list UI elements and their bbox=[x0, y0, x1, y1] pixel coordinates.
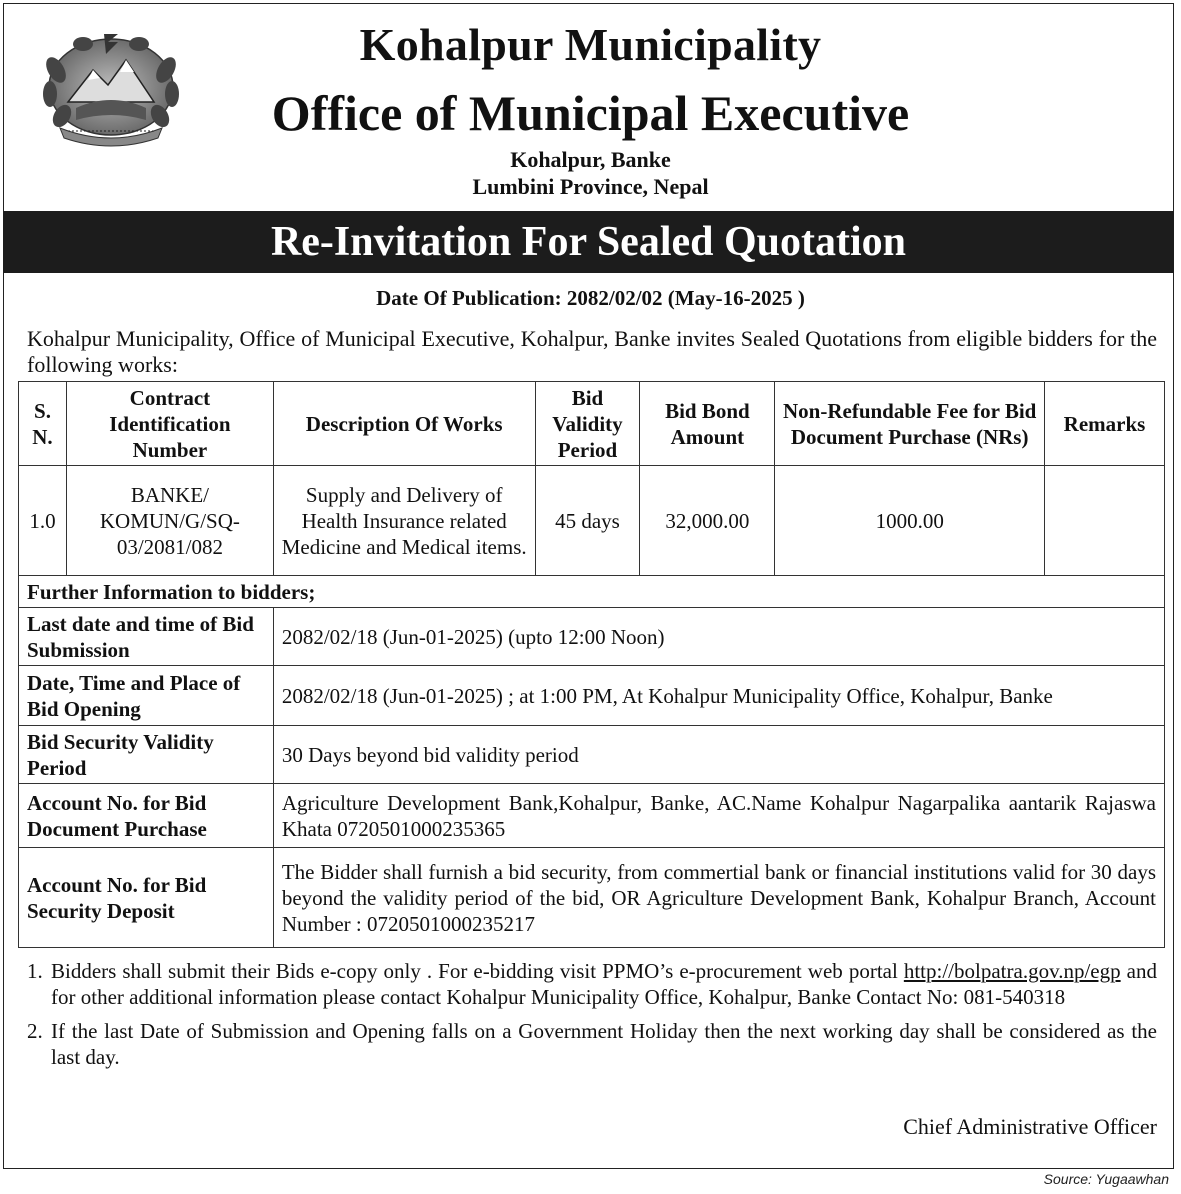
note-text: Bidders shall submit their Bids e-copy only . For e-bidding visit PPMO’s e-procurement web portal bbox=[51, 959, 904, 983]
info-row bbox=[19, 666, 1165, 726]
cell-description: Supply and Delivery of Health Insurance related Medicine and Medical items. bbox=[273, 466, 535, 576]
header-validity: Bid Validity Period bbox=[535, 382, 640, 466]
info-label: Account No. for Bid Document Purchase bbox=[19, 784, 274, 848]
header-contract: Contract Identification Number bbox=[66, 382, 273, 466]
info-row bbox=[19, 848, 1165, 948]
address-line-1: Kohalpur, Banke bbox=[510, 147, 671, 172]
publication-date: Date Of Publication: 2082/02/02 (May-16-2025 ) bbox=[376, 286, 805, 310]
info-label: Account No. for Bid Security Deposit bbox=[19, 848, 274, 948]
header-remarks: Remarks bbox=[1045, 382, 1165, 466]
further-info-title: Further Information to bidders; bbox=[19, 576, 1165, 608]
note-text-after: and for other additional information please contact Kohalpur Municipality Office, Kohalpur, Banke Contact No: 081-540318 bbox=[51, 959, 1157, 1009]
info-value: The Bidder shall furnish a bid security, from commertial bank or financial institutions valid for 30 days beyond the validity period of the bid, OR Agriculture Development Bank, Kohalpur Branch, Account Number : 0720501000235217 bbox=[273, 848, 1164, 948]
note-item bbox=[27, 1018, 1157, 1070]
quotation-table bbox=[18, 381, 1165, 948]
signature-title: Chief Administrative Officer bbox=[903, 1114, 1157, 1139]
table-row bbox=[19, 466, 1165, 576]
notice-title: Re-Invitation For Sealed Quotation bbox=[3, 211, 1174, 273]
cell-sn: 1.0 bbox=[19, 466, 67, 576]
address-line-2: Lumbini Province, Nepal bbox=[472, 174, 709, 199]
table-header-row bbox=[19, 382, 1165, 466]
further-info-row bbox=[19, 576, 1165, 608]
info-value: Agriculture Development Bank,Kohalpur, Banke, AC.Name Kohalpur Nagarpalika aantarik Rajaswa Khata 0720501000235365 bbox=[273, 784, 1164, 848]
header-description: Description Of Works bbox=[273, 382, 535, 466]
cell-validity: 45 days bbox=[535, 466, 640, 576]
info-row bbox=[19, 608, 1165, 666]
note-item bbox=[27, 958, 1157, 1010]
source-credit: Source: Yugaawhan bbox=[1043, 1171, 1169, 1187]
cell-contract: BANKE/ KOMUN/G/SQ-03/2081/082 bbox=[66, 466, 273, 576]
info-row bbox=[19, 726, 1165, 784]
notes-list bbox=[27, 958, 1157, 1078]
info-label: Bid Security Validity Period bbox=[19, 726, 274, 784]
info-label: Last date and time of Bid Submission bbox=[19, 608, 274, 666]
header-sn: S. N. bbox=[19, 382, 67, 466]
note-number: 2. bbox=[27, 1019, 43, 1043]
municipality-name: Kohalpur Municipality bbox=[359, 19, 822, 70]
watermark: ​ bbox=[381, 448, 459, 474]
header-bond: Bid Bond Amount bbox=[640, 382, 775, 466]
cell-remarks bbox=[1045, 466, 1165, 576]
info-label: Date, Time and Place of Bid Opening bbox=[19, 666, 274, 726]
e-procurement-link[interactable]: http://bolpatra.gov.np/egp bbox=[903, 959, 1121, 983]
intro-paragraph: Kohalpur Municipality, Office of Municipal Executive, Kohalpur, Banke invites Sealed Quotations from eligible bidders for the following works: bbox=[27, 326, 1157, 377]
info-value: 2082/02/18 (Jun-01-2025) (upto 12:00 Noon) bbox=[273, 608, 1164, 666]
cell-fee: 1000.00 bbox=[775, 466, 1045, 576]
cell-bond: 32,000.00 bbox=[640, 466, 775, 576]
note-text: If the last Date of Submission and Opening falls on a Government Holiday then the next working day shall be considered as the last day. bbox=[51, 1019, 1157, 1069]
office-name: Office of Municipal Executive bbox=[271, 85, 910, 141]
header-fee: Non-Refundable Fee for Bid Document Purchase (NRs) bbox=[775, 382, 1045, 466]
info-value: 2082/02/18 (Jun-01-2025) ; at 1:00 PM, At Kohalpur Municipality Office, Kohalpur, Banke bbox=[273, 666, 1164, 726]
note-number: 1. bbox=[27, 959, 43, 983]
info-row bbox=[19, 784, 1165, 848]
info-value: 30 Days beyond bid validity period bbox=[273, 726, 1164, 784]
